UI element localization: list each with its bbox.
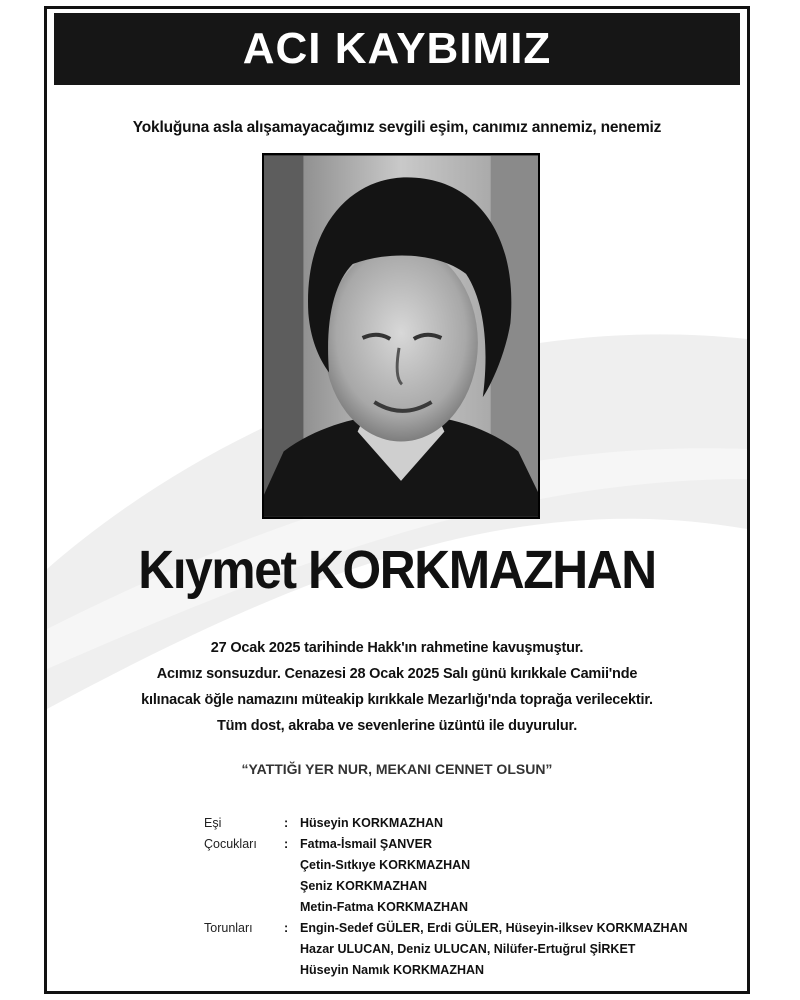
family-row-children: [204, 834, 688, 918]
family-member: Hüseyin Namık KORKMAZHAN: [300, 963, 485, 977]
family-member: Hüseyin KORKMAZHAN: [300, 816, 444, 830]
family-member: Engin-Sedef GÜLER, Erdi GÜLER, Hüseyin-ilksev KORKMAZHAN: [300, 921, 688, 935]
banner-title: ACI KAYBIMIZ: [54, 13, 740, 85]
announcement-text: [47, 635, 747, 739]
family-colon: :: [284, 816, 289, 830]
family-label: Çocukları: [204, 837, 257, 851]
announcement-line: kılınacak öğle namazını müteakip kırıkkale Mezarlığı'nda toprağa verilecektir.: [141, 692, 653, 708]
family-member: Metin-Fatma KORKMAZHAN: [300, 900, 469, 914]
family-row-spouse: [204, 813, 688, 834]
announcement-line: 27 Ocak 2025 tarihinde Hakk'ın rahmetine kavuşmuştur.: [210, 640, 584, 656]
family-colon: :: [284, 837, 289, 851]
obituary-notice: [44, 6, 750, 994]
family-label: Torunları: [204, 921, 253, 935]
deceased-name: Kıymet KORKMAZHAN: [138, 540, 656, 600]
family-member: Fatma-İsmail ŞANVER: [300, 837, 432, 851]
announcement-line: Tüm dost, akraba ve sevenlerine üzüntü ile duyurulur.: [216, 718, 578, 734]
family-colon: :: [284, 921, 289, 935]
family-label: Eşi: [204, 816, 222, 830]
family-row-grandchildren: [204, 918, 688, 981]
family-member: Hazar ULUCAN, Deniz ULUCAN, Nilüfer-Ertuğrul ŞİRKET: [300, 942, 636, 956]
memorial-quote: “YATTIĞI YER NUR, MEKANI CENNET OLSUN”: [241, 761, 553, 777]
family-list: [204, 813, 688, 981]
intro-text: Yokluğuna asla alışamayacağımız sevgili eşim, canımız annemiz, nenemiz: [132, 119, 662, 136]
portrait-photo: [262, 153, 540, 519]
announcement-line: Acımız sonsuzdur. Cenazesi 28 Ocak 2025 Salı günü kırıkkale Camii'nde: [156, 666, 638, 682]
family-member: Çetin-Sıtkıye KORKMAZHAN: [300, 858, 471, 872]
portrait-icon: [264, 155, 538, 517]
family-member: Şeniz KORKMAZHAN: [300, 879, 428, 893]
